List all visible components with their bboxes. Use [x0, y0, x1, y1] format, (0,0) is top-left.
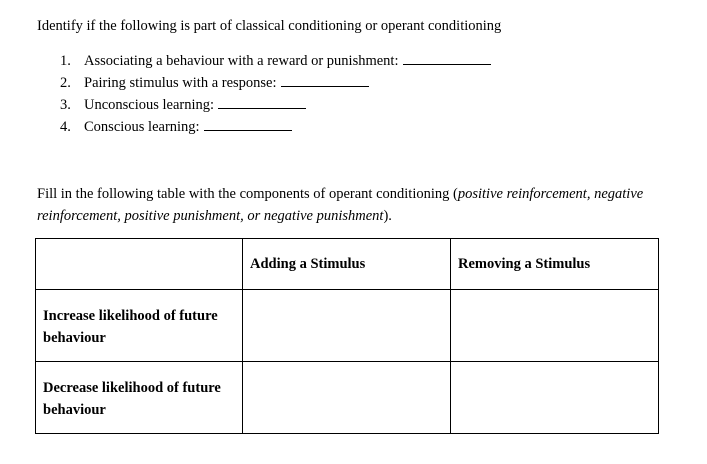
header-adding-stimulus: Adding a Stimulus — [243, 239, 451, 290]
question-number: 4. — [60, 119, 71, 135]
row-label-decrease: Decrease likelihood of future behaviour — [36, 362, 243, 434]
instruction-components: positive reinforcement, negative reinforcement, positive punishment, or negative punishment — [37, 186, 644, 224]
answer-blank — [403, 51, 491, 65]
table-instruction — [37, 183, 677, 227]
answer-blank — [281, 73, 369, 87]
question-list — [60, 50, 491, 138]
question-text: Associating a behaviour with a reward or punishment: — [84, 53, 399, 69]
answer-blank — [218, 95, 306, 109]
question-number: 3. — [60, 97, 71, 113]
answer-cell-increase-removing[interactable] — [451, 290, 659, 362]
question-text: Unconscious learning: — [84, 97, 215, 113]
operant-conditioning-table — [35, 238, 659, 434]
question-number: 2. — [60, 75, 71, 91]
question-text: Pairing stimulus with a response: — [84, 75, 277, 91]
header-corner-cell — [36, 239, 243, 290]
question-number: 1. — [60, 53, 71, 69]
question-item — [60, 50, 491, 72]
instruction-text: Fill in the following table with the components of operant conditioning ( — [37, 186, 458, 202]
question-item — [60, 116, 491, 138]
instruction-end: ). — [383, 208, 392, 224]
answer-cell-increase-adding[interactable] — [243, 290, 451, 362]
answer-cell-decrease-adding[interactable] — [243, 362, 451, 434]
question-text: Conscious learning: — [84, 119, 200, 135]
intro-instruction: Identify if the following is part of classical conditioning or operant conditioning — [37, 18, 502, 34]
answer-cell-decrease-removing[interactable] — [451, 362, 659, 434]
header-removing-stimulus: Removing a Stimulus — [451, 239, 659, 290]
question-item — [60, 72, 491, 94]
question-item — [60, 94, 491, 116]
row-label-increase: Increase likelihood of future behaviour — [36, 290, 243, 362]
answer-blank — [204, 117, 292, 131]
